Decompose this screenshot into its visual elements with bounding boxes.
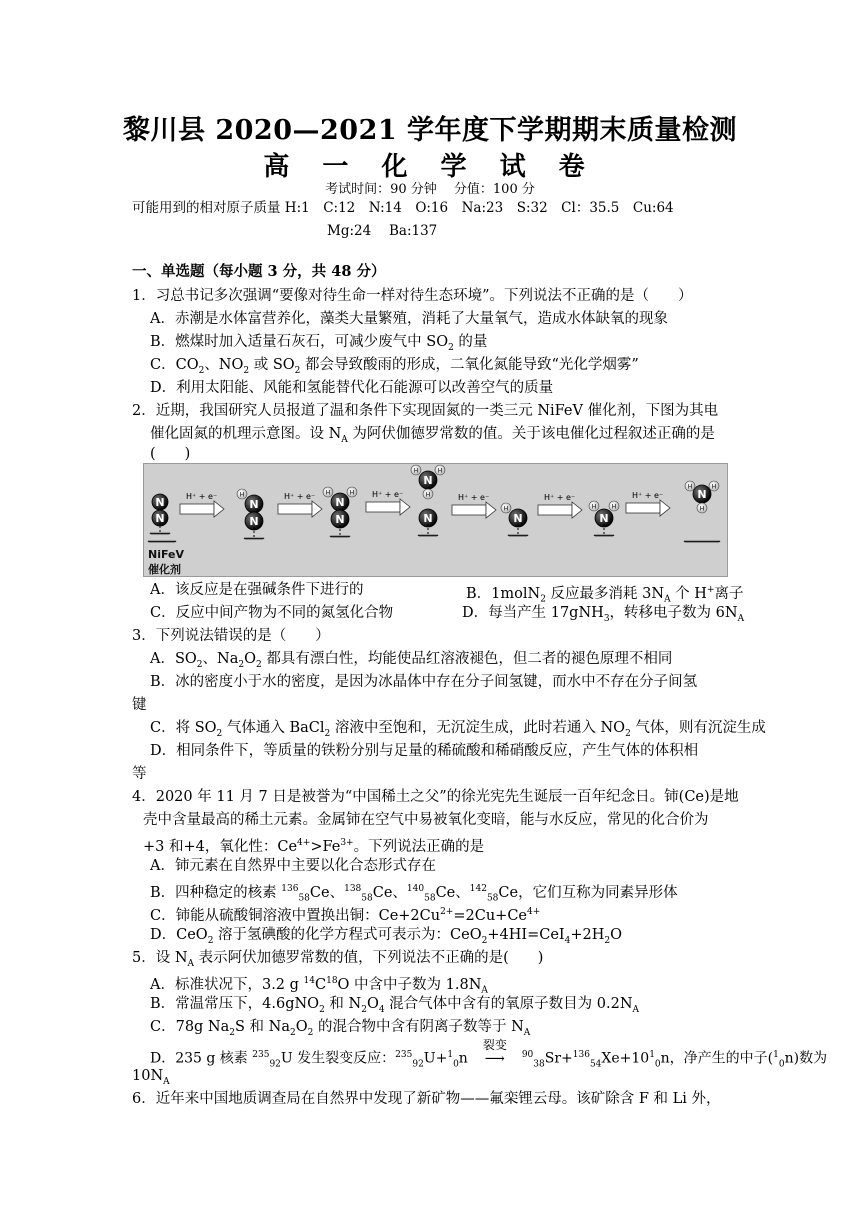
arrow-shaft: [452, 505, 486, 515]
hydrogen-atom-label: H: [699, 505, 705, 513]
nitrogen-atom-label: N: [249, 515, 259, 528]
q5-option-d: D．235 g 核素 $^{235}_{92}$U 发生裂变反应：$^{235}_{92}$U+$^1_0$n 裂变 ⟶ $^{90}_{38}Sr+^{136}_{54}Xe+10^1_0n$，净产生的中子($^1_0$n)数为: [150, 1037, 828, 1070]
fission-arrow: 裂变 ⟶: [482, 1037, 507, 1067]
q1-option-d: D．利用太阳能、风能和氢能替代化石能源可以改善空气的质量: [150, 380, 554, 396]
hydrogen-atom-label: H: [413, 467, 419, 475]
nitrogen-atom-label: N: [513, 512, 523, 525]
arrow-label: H⁺ + e⁻: [284, 492, 316, 501]
catalyst-label-1: NiFeV: [148, 548, 185, 561]
catalyst-surface: [150, 533, 170, 534]
exam-subtitle: 高 一 化 学 试 卷: [263, 152, 597, 182]
q5-option-d-2: $10N_A$: [132, 1068, 170, 1087]
q3-option-d-2: 等: [132, 766, 147, 782]
hydrogen-atom-label: H: [503, 505, 509, 513]
nitrogen-atom-label: N: [249, 498, 259, 511]
catalyst-surface: [418, 535, 438, 536]
arrow-head: [312, 501, 322, 517]
hydrogen-atom-label: H: [591, 503, 597, 511]
hydrogen-atom-label: H: [687, 483, 693, 491]
arrow-head: [400, 499, 410, 515]
arrow-shaft: [626, 503, 660, 513]
arrow-shaft: [538, 505, 572, 515]
catalyst-surface: [508, 535, 528, 536]
atomic-mass-line-2: Mg:24 Ba:137: [327, 223, 438, 239]
q2-option-b: B．1molN$_2$ 反应最多消耗 $3N_A$ 个 H+离子: [466, 585, 744, 605]
q2-stem-2: 催化固氮的机理示意图。设 $N_A$ 为阿伏伽德罗常数的值。关于该电催化过程叙述正确的是: [150, 426, 715, 445]
q4-stem-2: 壳中含量最高的稀土元素。金属铈在空气中易被氧化变暗，能与水反应，常见的化合价为: [143, 812, 709, 828]
catalyst-surface: [594, 535, 614, 536]
hydrogen-atom-label: H: [325, 489, 331, 497]
q3-option-b-1: B．冰的密度小于水的密度，是因为冰晶体中存在分子间氢键，而水中不存在分子间氢: [150, 674, 698, 690]
q2-option-c: C．反应中间产物为不同的氮氢化合物: [150, 605, 394, 621]
q3-option-a: A．$SO_2$、$Na_2O_2$ 都具有漂白性，均能使品红溶液褪色，但二者的褪色原理不相同: [150, 651, 673, 670]
q1-option-c: C．$CO_2$、$NO_2$ 或 $SO_2$ 都会导致酸雨的形成，二氧化氮能导致“光化学烟雾”: [150, 357, 639, 376]
nitrogen-fixation-diagram: [143, 463, 728, 577]
q2-option-a: A．该反应是在强碱条件下进行的: [150, 582, 364, 598]
catalyst-surface: [330, 536, 350, 537]
nitrogen-atom-label: N: [599, 512, 609, 525]
q4-option-a: A．铈元素在自然界中主要以化合态形式存在: [150, 858, 436, 874]
arrow-shaft: [366, 502, 400, 512]
q5-option-c: C．78g $Na_2S$ 和 $Na_2O_2$ 的混合物中含有阴离子数等于 $N_A$: [150, 1019, 531, 1038]
arrow-head: [660, 500, 670, 516]
q1-stem: 1．习总书记多次强调“要像对待生命一样对待生态环境”。下列说法不正确的是（ ）: [132, 288, 693, 304]
catalyst-label-2: 催化剂: [148, 563, 181, 576]
nitrogen-atom-label: N: [155, 496, 165, 509]
q3-stem: 3．下列说法错误的是（ ）: [132, 628, 330, 644]
hydrogen-atom-label: H: [349, 489, 355, 497]
q4-option-c: C．铈能从硫酸铜溶液中置换出铜：$Ce+2Cu^{2+}=2Cu+Ce^{4+}$: [150, 907, 541, 924]
q3-option-b-2: 键: [132, 697, 147, 713]
arrow-head: [486, 502, 496, 518]
arrow-head: [214, 501, 224, 517]
arrow-label: H⁺ + e⁻: [372, 490, 404, 499]
q4-option-d: D．CeO$_2$ 溶于氢碘酸的化学方程式可表示为：$CeO_2+4HI=CeI_4+2H_2O$: [150, 927, 623, 946]
q5-option-a: A．标准状况下，3.2 g $^{14}C^{18}O$ 中含中子数为 $1.8N_A$: [150, 976, 488, 996]
q6-stem: 6．近年来中国地质调查局在自然界中发现了新矿物——氟栾锂云母。该矿除含 F 和 Li 外，: [132, 1091, 721, 1107]
hydrogen-atom-label: H: [239, 491, 245, 499]
catalyst-surface: [148, 541, 176, 542]
atomic-mass-line-1: 可能用到的相对原子质量 H:1 C:12 N:14 O:16 Na:23 S:32 Cl：35.5 Cu:64: [132, 200, 674, 216]
arrow-head: [572, 502, 582, 518]
q1-option-b: B．燃煤时加入适量石灰石，可减少废气中 $SO_2$ 的量: [150, 334, 488, 353]
q2-stem-1: 2．近期，我国研究人员报道了温和条件下实现固氮的一类三元 NiFeV 催化剂，下图为其电: [132, 403, 719, 419]
q3-option-c: C．将 $SO_2$ 气体通入 BaCl$_2$ 溶液中至饱和，无沉淀生成，此时若通入 $NO_2$ 气体，则有沉淀生成: [150, 720, 766, 739]
hydrogen-atom-label: H: [711, 483, 717, 491]
q2-option-d: D．每当产生 17gNH$_3$，转移电子数为 $6N_A$: [462, 605, 745, 624]
q5-stem: 5．设 $N_A$ 表示阿伏加德罗常数的值，下列说法不正确的是( ): [132, 950, 544, 969]
exam-title: 黎川县 2020—2021 学年度下学期期末质量检测: [122, 115, 738, 146]
nitrogen-atom-label: N: [155, 512, 165, 525]
catalyst-surface: [244, 538, 264, 539]
arrow-shaft: [278, 504, 312, 514]
catalyst-surface: [684, 541, 720, 542]
nitrogen-atom-label: N: [335, 513, 345, 526]
arrow-label: H⁺ + e⁻: [458, 493, 490, 502]
nitrogen-atom-label: N: [423, 512, 433, 525]
q5-option-b: B．常温常压下，4.6gNO$_2$ 和 $N_2O_4$ 混合气体中含有的氧原子数目为 $0.2N_A$: [150, 996, 640, 1015]
section-heading: 一、单选题（每小题 3 分，共 48 分）: [132, 263, 386, 280]
arrow-label: H⁺ + e⁻: [544, 493, 576, 502]
nitrogen-atom-label: N: [335, 496, 345, 509]
exam-info: 考试时间：90 分钟 分值：100 分: [325, 182, 535, 197]
q1-option-a: A．赤潮是水体富营养化，藻类大量繁殖，消耗了大量氧气，造成水体缺氧的现象: [150, 311, 668, 327]
q2-stem-3: ( ): [150, 446, 191, 462]
q4-option-b: B．四种稳定的核素 $^{136}_{58}$Ce、$^{138}_{58}$Ce、$^{140}_{58}$Ce、$^{142}_{58}$Ce，它们互称为同素异形体: [150, 884, 678, 904]
arrow-label: H⁺ + e⁻: [186, 492, 218, 501]
arrow-label: H⁺ + e⁻: [632, 491, 664, 500]
hydrogen-atom-label: H: [611, 503, 617, 511]
q3-option-d-1: D．相同条件下，等质量的铁粉分别与足量的稀硫酸和稀硝酸反应，产生气体的体积相: [150, 743, 699, 759]
nitrogen-atom-label: N: [697, 488, 707, 501]
arrow-shaft: [180, 504, 214, 514]
hydrogen-atom-label: H: [437, 467, 443, 475]
q4-stem-3: +3 和+4，氧化性：$Ce^{4+}>Fe^{3+}$。下列说法正确的是: [143, 838, 485, 855]
mechanism-svg: [144, 464, 727, 576]
q4-stem-1: 4．2020 年 11 月 7 日是被誉为“中国稀土之父”的徐光宪先生诞辰一百年纪念日。铈(Ce)是地: [132, 789, 739, 805]
nitrogen-atom-label: N: [423, 474, 433, 487]
hydrogen-atom-label: H: [425, 491, 431, 499]
